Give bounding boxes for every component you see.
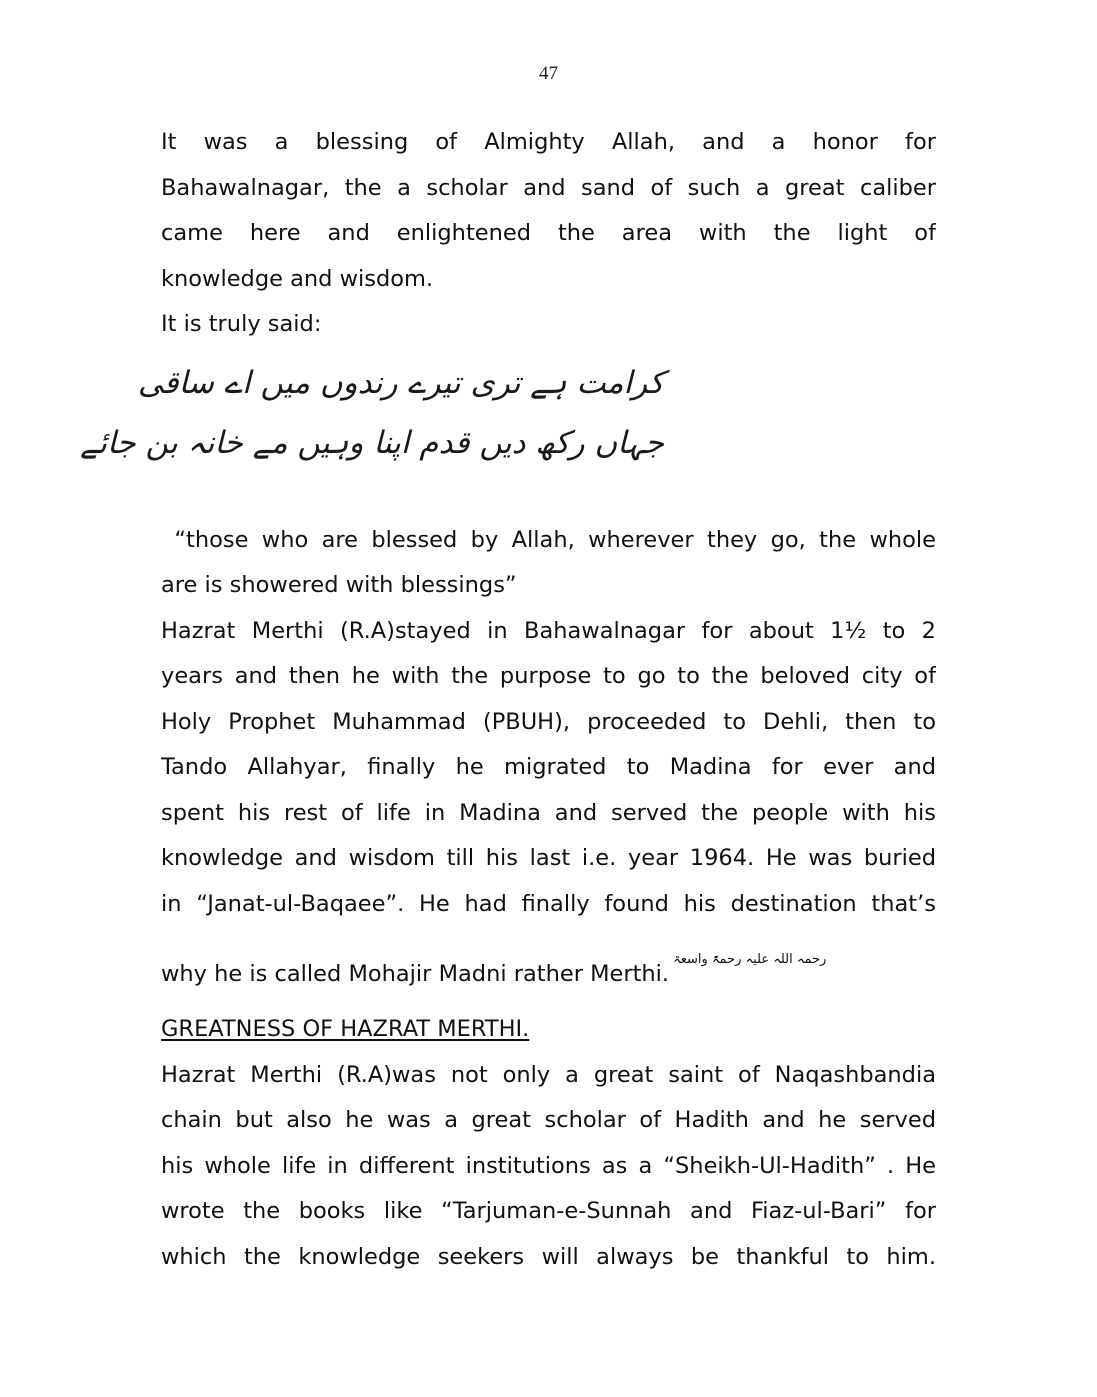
text-line: wrote the books like “Tarjuman-e-Sunnah and Fiaz-ul-Bari” for [161,1198,936,1224]
paragraph-greatness [161,1053,936,1281]
text-line: Bahawalnagar, the a scholar and sand of such a great caliber [161,174,936,201]
text-line: chain but also he was a great scholar of Hadith and he served [161,1107,936,1133]
urdu-blessing: رحمہ اللہ علیہ رحمۃً واسعۃ [673,952,827,967]
urdu-couplet [80,348,936,518]
couplet-line-1: کرامت ہے تری تیرے رندوں میں اے ساقی [137,364,664,401]
text-line: years and then he with the purpose to go to the beloved city of [161,663,936,689]
text-line: spent his rest of life in Madina and served the people with his [161,799,936,826]
quote-translation [161,518,936,609]
text-line-last [161,927,936,1007]
section-heading: GREATNESS OF HAZRAT MERTHI. [161,1016,530,1042]
text-line: Holy Prophet Muhammad (PBUH), proceeded to Dehli, then to [161,708,936,735]
text-line: “those who are blessed by Allah, wherever they go, the whole [161,526,936,553]
text-line: Hazrat Merthi (R.A)was not only a great saint of Naqashbandia [161,1061,936,1088]
text-line: came here and enlightened the area with the light of [161,220,936,246]
intro-line: It is truly said: [161,311,322,337]
text-line: which the knowledge seekers will always be thankful to him. [161,1243,936,1270]
page-number: 47 [539,63,558,84]
text-line: knowledge and wisdom. [161,265,434,292]
text-line: his whole life in different institutions as a “Sheikh-Ul-Hadith” . He [161,1152,936,1179]
paragraph-migration [161,609,936,1008]
paragraph-blessing [161,120,936,302]
text-line: Hazrat Merthi (R.A)stayed in Bahawalnagar for about 1½ to 2 [161,617,936,644]
text-line-last-english: why he is called Mohajir Madni rather Merthi. [161,961,670,987]
text-line: It was a blessing of Almighty Allah, and a honor for [161,129,936,155]
page-body [80,120,936,1280]
text-line: Tando Allahyar, finally he migrated to Madina for ever and [161,754,936,780]
text-line: knowledge and wisdom till his last i.e. year 1964. He was buried [161,845,936,871]
text-line: in “Janat-ul-Baqaee”. He had finally found his destination that’s [161,890,936,917]
text-line: are is showered with blessings” [161,572,517,598]
couplet-line-2: جہاں رکھ دیں قدم اپنا وہیں مے خانہ بن جائے [80,424,664,461]
